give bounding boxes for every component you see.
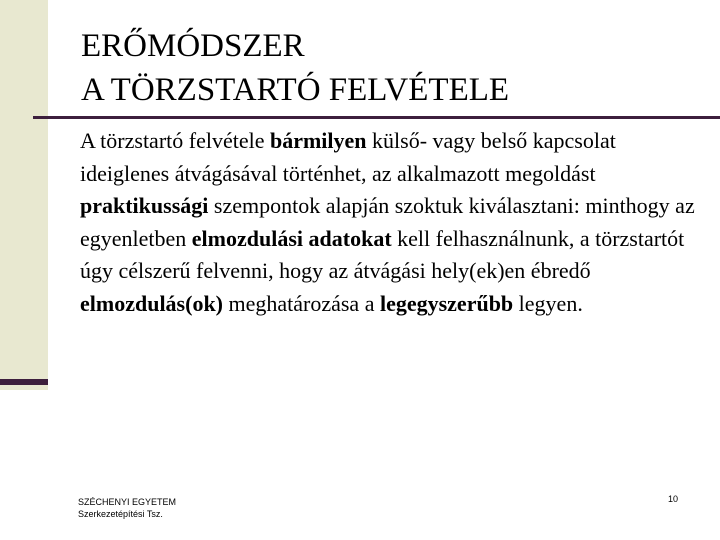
body-run: meghatározása a bbox=[223, 290, 380, 316]
slide-body-text bbox=[80, 125, 710, 320]
footer-org-line-1: SZÉCHENYI EGYETEM bbox=[78, 497, 177, 507]
title-line-1: ERŐMÓDSZER bbox=[81, 28, 305, 64]
footer-org-line-2: Szerkezetépítési Tsz. bbox=[78, 509, 163, 519]
body-run: szempontok alapján szoktuk kiválasztani: minthogy az egyenletben bbox=[80, 193, 695, 251]
sidebar-accent-line bbox=[0, 379, 48, 385]
body-emphasis: bármilyen bbox=[269, 128, 367, 153]
body-emphasis: praktikussági bbox=[80, 193, 209, 218]
body-run: külső- vagy belső kapcsolat ideiglenes átvágásával történhet, az alkalmazott megoldást bbox=[80, 128, 616, 186]
page-number: 10 bbox=[667, 494, 678, 504]
body-run: legyen. bbox=[513, 290, 583, 316]
body-emphasis: elmozdulási adatokat bbox=[191, 225, 392, 251]
footer-organization bbox=[78, 496, 176, 520]
body-emphasis: legegyszerűbb bbox=[379, 290, 514, 316]
body-run: A törzstartó felvétele bbox=[80, 128, 270, 153]
slide-title bbox=[81, 24, 509, 112]
left-sidebar-decoration bbox=[0, 0, 48, 390]
title-line-2: A TÖRZSTARTÓ FELVÉTELE bbox=[81, 72, 510, 108]
body-emphasis: elmozdulás(ok) bbox=[80, 290, 223, 316]
body-run: kell felhasználnunk, a törzstartót úgy célszerű felvenni, hogy az átvágási hely(ek)en ébredő bbox=[80, 225, 685, 283]
title-divider bbox=[33, 116, 720, 119]
